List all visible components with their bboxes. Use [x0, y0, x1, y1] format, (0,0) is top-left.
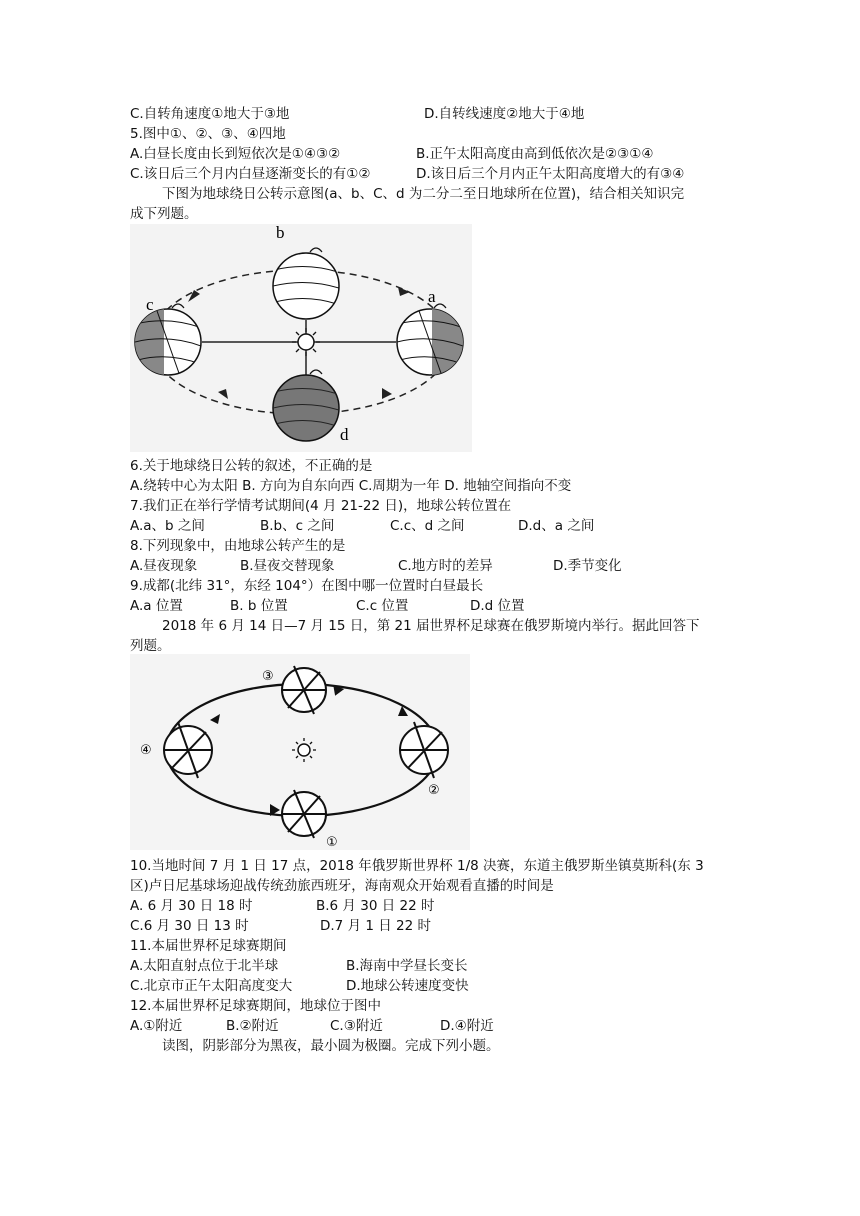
q11-option-d: D.地球公转速度变快 — [346, 978, 469, 994]
question-10-line1: 10.当地时间 7 月 1 日 17 点，2018 年俄罗斯世界杯 1/8 决赛，东道主俄罗斯坐镇莫斯科(东 3 — [130, 858, 704, 874]
earth-c — [130, 304, 202, 384]
q8-option-b: B.昼夜交替现象 — [240, 558, 335, 574]
earth-a — [397, 304, 472, 384]
q10-option-d: D.7 月 1 日 22 时 — [320, 918, 431, 934]
question-8: 8.下列现象中，由地球公转产生的是 — [130, 538, 346, 554]
q12-option-a: A.①附近 — [130, 1018, 183, 1034]
q5-option-b: B.正午太阳高度由高到低依次是②③①④ — [416, 146, 654, 162]
q5-option-d: D.该日后三个月内正午太阳高度增大的有③④ — [416, 166, 685, 182]
question-10-line2: 区)卢日尼基球场迎战传统劲旅西班牙，海南观众开始观看直播的时间是 — [130, 878, 554, 894]
label-d: d — [340, 425, 349, 444]
question-9: 9.成都(北纬 31°，东经 104°）在图中哪一位置时白昼最长 — [130, 578, 484, 594]
q6-options: A.绕转中心为太阳 B. 方向为自东向西 C.周期为一年 D. 地轴空间指向不变 — [130, 478, 572, 494]
q5-option-c: C.该日后三个月内白昼逐渐变长的有①② — [130, 166, 371, 182]
q12-option-c: C.③附近 — [330, 1018, 383, 1034]
option-d-text: D.自转线速度②地大于④地 — [424, 106, 585, 122]
q8-option-d: D.季节变化 — [553, 558, 622, 574]
q7-option-d: D.d、a 之间 — [518, 518, 595, 534]
intro-figure3: 读图，阴影部分为黑夜，最小圆为极圈。完成下列小题。 — [162, 1038, 500, 1054]
intro-figure2-line1: 2018 年 6 月 14 日—7 月 15 日，第 21 届世界杯足球赛在俄罗斯境内举行。据此回答下 — [162, 618, 700, 634]
question-12: 12.本届世界杯足球赛期间，地球位于图中 — [130, 998, 381, 1014]
label-3: ③ — [262, 669, 274, 684]
label-4: ④ — [140, 743, 152, 758]
intro-figure2-line2: 列题。 — [130, 638, 171, 654]
q7-option-c: C.c、d 之间 — [390, 518, 465, 534]
q9-option-b: B. b 位置 — [230, 598, 288, 614]
q11-option-c: C.北京市正午太阳高度变大 — [130, 978, 293, 994]
label-a: a — [428, 287, 436, 306]
q7-option-b: B.b、c 之间 — [260, 518, 335, 534]
sun-icon — [292, 738, 316, 762]
question-5: 5.图中①、②、③、④四地 — [130, 126, 286, 142]
q12-option-b: B.②附近 — [226, 1018, 279, 1034]
q5-option-a: A.白昼长度由长到短依次是①④③② — [130, 146, 341, 162]
q10-option-b: B.6 月 30 日 22 时 — [316, 898, 435, 914]
intro-figure1-line1: 下图为地球绕日公转示意图(a、b、C、d 为二分二至日地球所在位置)，结合相关知识完 — [162, 186, 685, 202]
earth-d — [273, 370, 339, 441]
question-6: 6.关于地球绕日公转的叙述，不正确的是 — [130, 458, 373, 474]
earth-2 — [400, 722, 448, 778]
intro-figure1-line2: 成下列题。 — [130, 206, 198, 222]
label-2: ② — [428, 783, 440, 798]
orbit-positions-figure — [130, 654, 470, 850]
label-c: c — [146, 295, 154, 314]
q9-option-d: D.d 位置 — [470, 598, 525, 614]
question-7: 7.我们正在举行学情考试期间(4 月 21-22 日)，地球公转位置在 — [130, 498, 512, 514]
q11-option-a: A.太阳直射点位于北半球 — [130, 958, 279, 974]
earth-1 — [282, 790, 326, 838]
q11-option-b: B.海南中学昼长变长 — [346, 958, 468, 974]
q10-option-c: C.6 月 30 日 13 时 — [130, 918, 249, 934]
q7-option-a: A.a、b 之间 — [130, 518, 205, 534]
label-b: b — [276, 224, 285, 242]
q8-option-a: A.昼夜现象 — [130, 558, 198, 574]
option-c-text: C.自转角速度①地大于③地 — [130, 106, 290, 122]
earth-b — [273, 248, 339, 319]
q9-option-c: C.c 位置 — [356, 598, 409, 614]
q12-option-d: D.④附近 — [440, 1018, 494, 1034]
q10-option-a: A. 6 月 30 日 18 时 — [130, 898, 253, 914]
label-1: ① — [326, 835, 338, 850]
q8-option-c: C.地方时的差异 — [398, 558, 493, 574]
q9-option-a: A.a 位置 — [130, 598, 183, 614]
question-11: 11.本届世界杯足球赛期间 — [130, 938, 287, 954]
earth-revolution-figure — [130, 224, 472, 452]
earth-3 — [282, 666, 326, 714]
